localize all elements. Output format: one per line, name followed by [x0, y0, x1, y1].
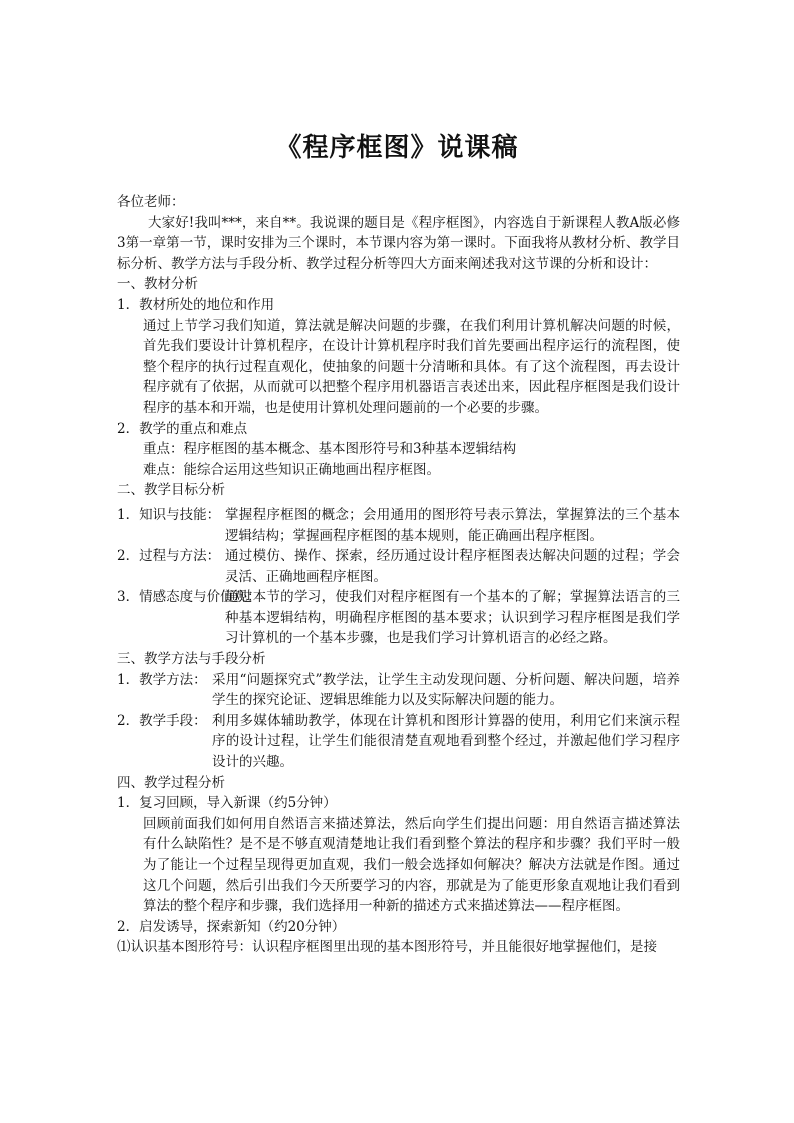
method-means-text: 利用多媒体辅助教学，体现在计算机和图形计算器的使用，利用它们来演示程序的设计过程，让学生们能很清楚直观地看到整个经过，并激起他们学习程序设计的兴趣。 [212, 712, 680, 771]
difficulty-line: 难点：能综合运用这些知识正确地画出程序框图。 [143, 461, 440, 478]
section-heading-1: 一、教材分析 [117, 276, 198, 293]
method-teaching-text: 采用“问题探究式”教学法，让学生主动发现问题、分析问题、解决问题，培养学生的探究论证、逻辑思维能力以及实际解决问题的能力。 [212, 671, 680, 709]
subheading-key-difficult: 2．教学的重点和难点 [117, 420, 248, 437]
goal-process [117, 546, 680, 587]
goal-knowledge-text: 掌握程序框图的概念；会用通用的图形符号表示算法，掌握算法的三个基本逻辑结构；掌握画程序框图的基本规则，能正确画出程序框图。 [225, 506, 680, 544]
goal-process-label: 2．过程与方法： [117, 548, 221, 565]
goal-attitude-label: 3．情感态度与价值观： [117, 589, 261, 606]
method-means [117, 711, 680, 773]
goal-attitude-text: 通过本节的学习，使我们对程序框图有一个基本的了解；掌握算法语言的三种基本逻辑结构，明确程序框图的基本要求；认识到学习程序框图是我们学习计算机的一个基本步骤，也是我们学习计算机语言的必经之路。 [225, 589, 680, 647]
method-teaching-label: 1．教学方法： [117, 671, 207, 688]
goal-knowledge [117, 505, 680, 546]
position-role-paragraph: 通过上节学习我们知道，算法就是解决问题的步骤，在我们利用计算机解决问题的时候，首先我们要设计计算机程序，在设计计算机程序时我们首先要画出程序运行的流程图，使整个程序的执行过程直观化，使抽象的问题十分清晰和具体。有了这个流程图，再去设计程序就有了依据，从而就可以把整个程序用机器语言表述出来，因此程序框图是我们设计程序的基本和开端，也是使用计算机处理问题前的一个必要的步骤。 [143, 317, 680, 416]
document-title: 《程序框图》说课稿 [275, 133, 519, 163]
section-heading-4: 四、教学过程分析 [117, 774, 225, 791]
subheading-position-role: 1．教材所处的地位和作用 [117, 296, 275, 313]
goal-knowledge-label: 1．知识与技能： [117, 506, 221, 523]
explore-first-line: ⑴认识基本图形符号：认识程序框图里出现的基本图形符号，并且能很好地掌握他们，是接 [117, 939, 657, 956]
method-means-label: 2．教学手段： [117, 712, 207, 729]
goal-attitude [117, 587, 680, 649]
goal-process-text: 通过模仿、操作、探索，经历通过设计程序框图表达解决问题的过程；学会灵活、正确地画程序框图。 [225, 548, 680, 585]
subheading-review: 1．复习回顾，导入新课（约5分钟） [117, 795, 337, 812]
document-body [117, 192, 680, 958]
section-heading-2: 二、教学目标分析 [117, 482, 225, 499]
section-heading-3: 三、教学方法与手段分析 [117, 651, 266, 668]
subheading-explore: 2．启发诱导，探索新知（约20分钟） [117, 918, 346, 935]
intro-paragraph: 大家好!我叫***，来自**。我说课的题目是《程序框图》，内容选自于新课程人教A版必修3第一章第一节，课时安排为三个课时，本节课内容为第一课时。下面我将从教材分析、教学目标分析、教学方法与手段分析、教学过程分析等四大方面来阐述我对这节课的分析和设计： [117, 214, 680, 272]
greeting: 各位老师： [117, 194, 185, 210]
review-paragraph: 回顾前面我们如何用自然语言来描述算法，然后向学生们提出问题：用自然语言描述算法有什么缺陷性？是不是不够直观清楚地让我们看到整个算法的程序和步骤？我们平时一般为了能让一个过程呈现得更加直观，我们一般会选择如何解决？解决方法就是作图。通过这几个问题，然后引出我们今天所要学习的内容，那就是为了能更形象直观地让我们看到算法的整个程序和步骤，我们选择用一种新的描述方式来描述算法——程序框图。 [143, 815, 680, 915]
method-teaching [117, 670, 680, 711]
key-point-line: 重点：程序框图的基本概念、基本图形符号和3种基本逻辑结构 [143, 441, 517, 458]
